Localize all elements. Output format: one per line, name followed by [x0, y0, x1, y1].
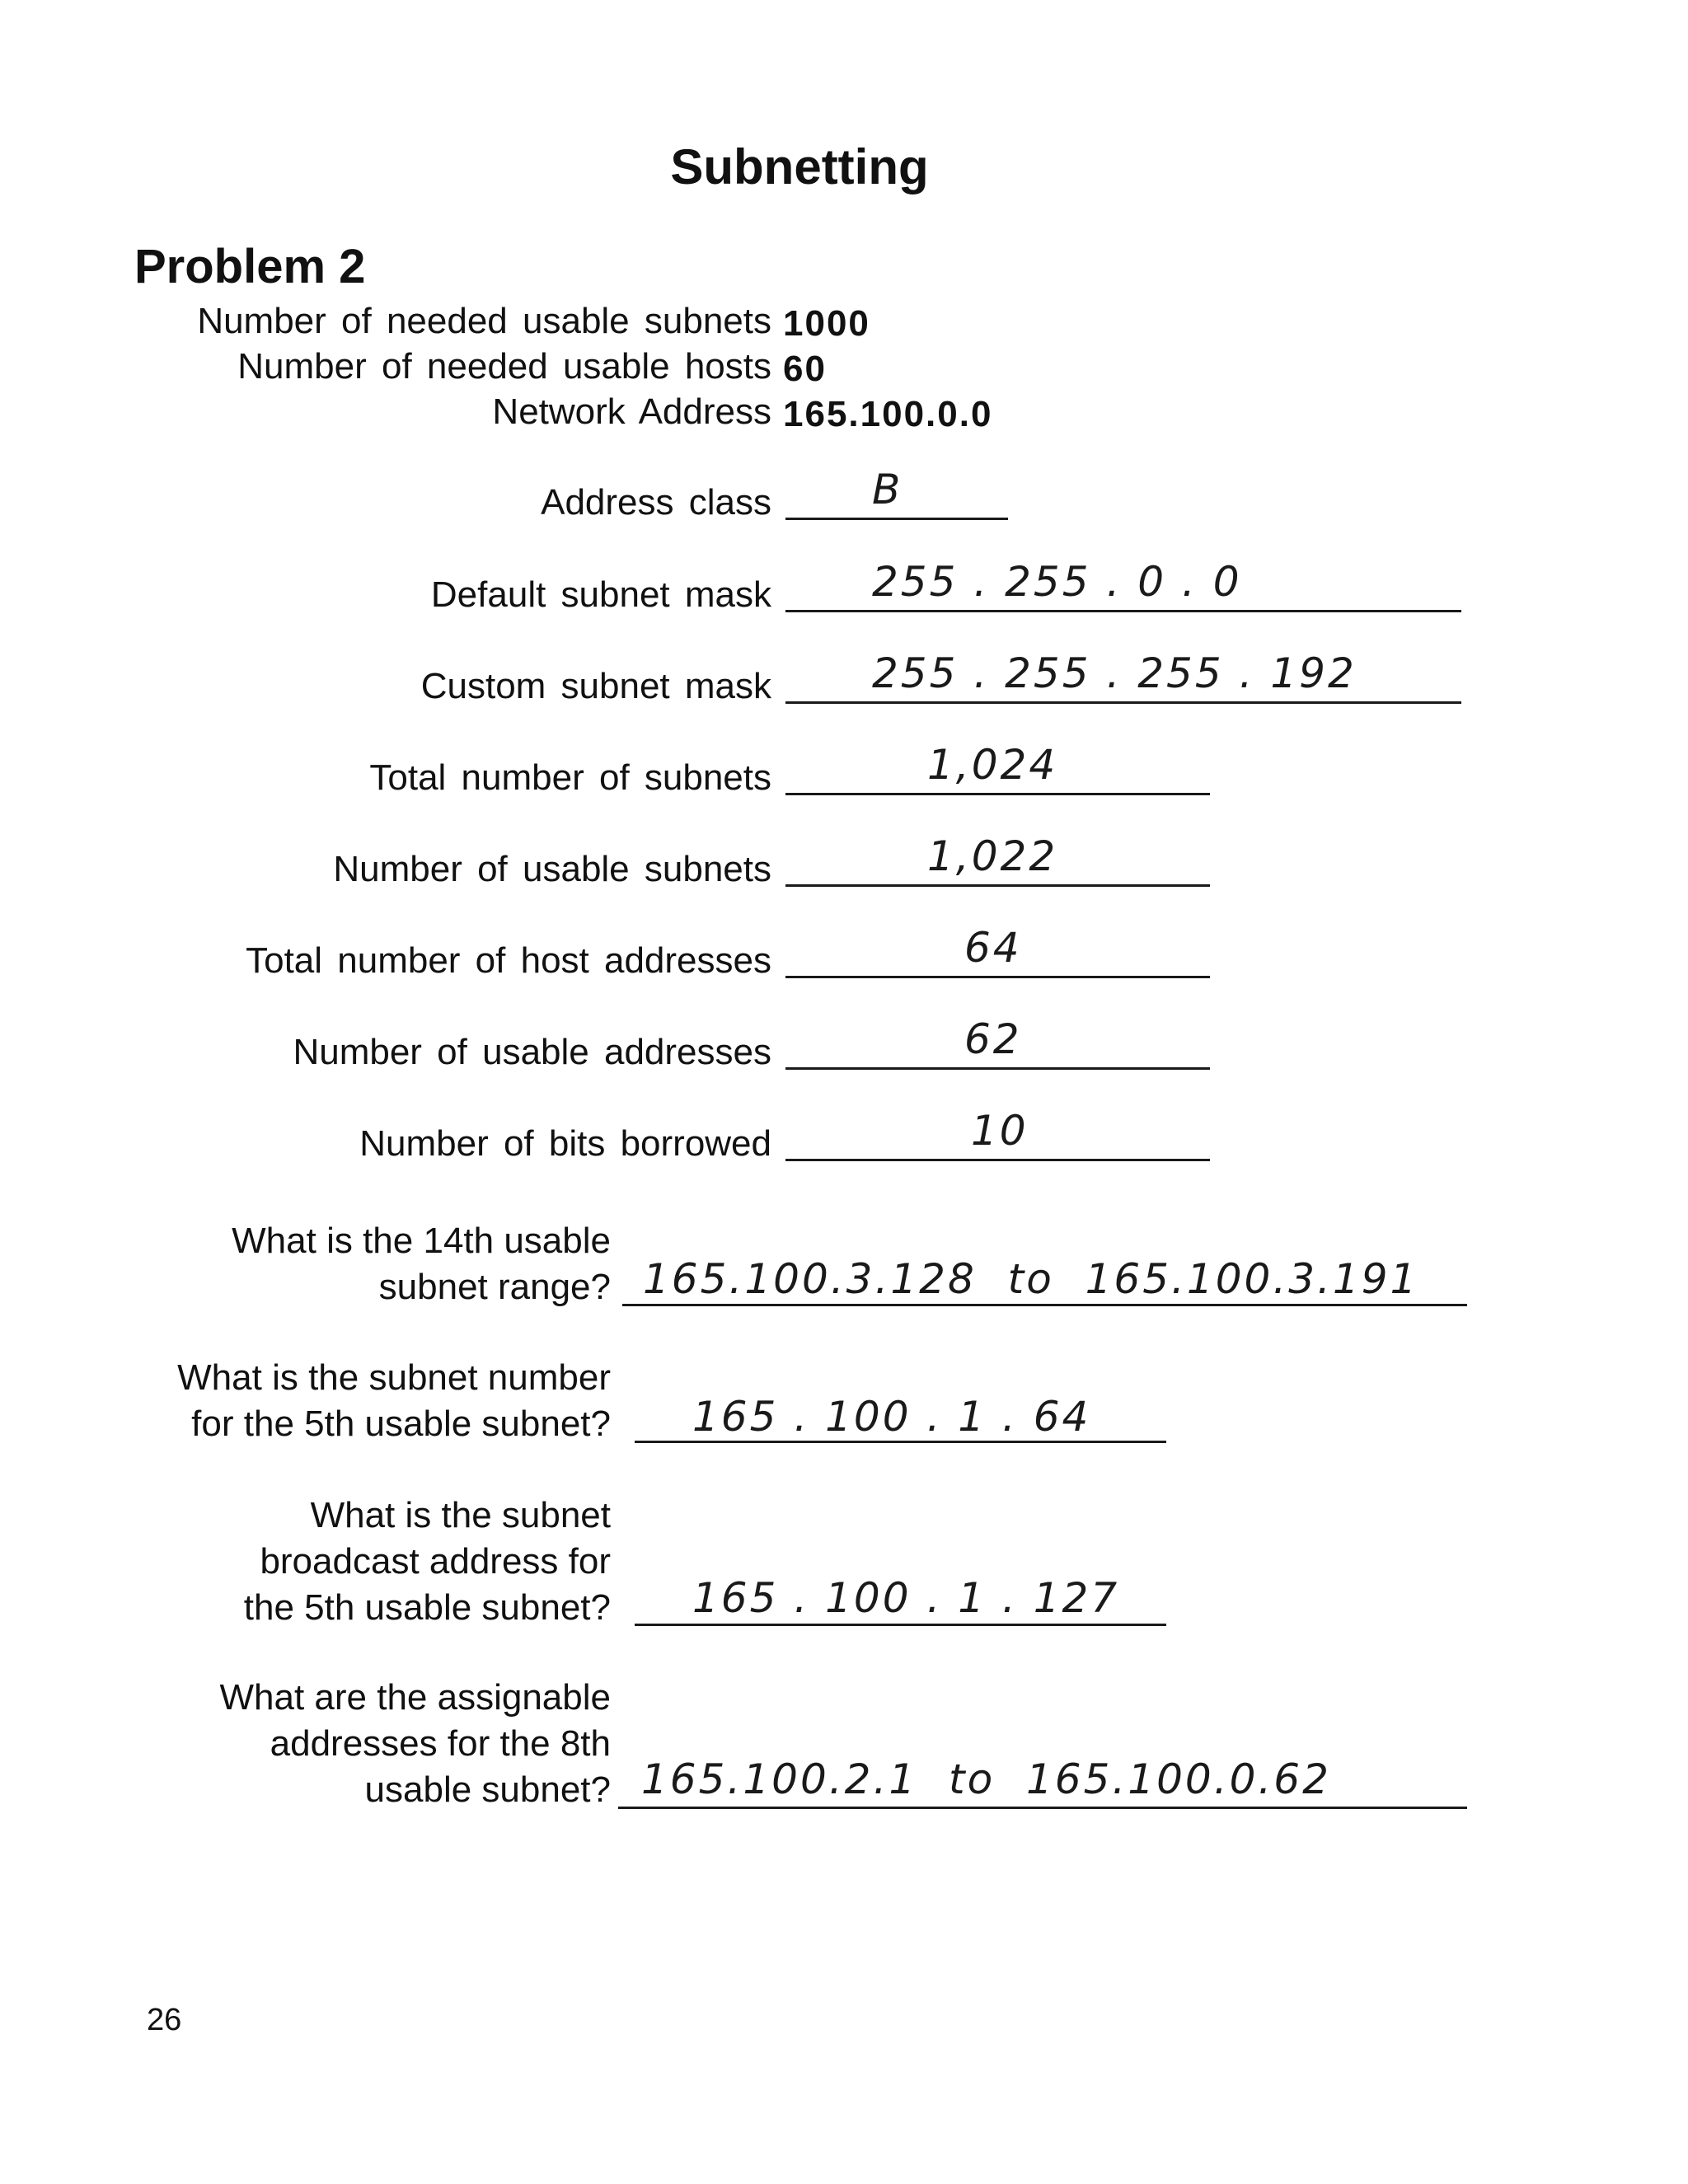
usable-subnets-answer[interactable]: 1,022 [927, 832, 1058, 880]
needed-hosts-value: 60 [783, 349, 827, 389]
bits-borrowed-line [785, 1159, 1210, 1161]
total-subnets-answer[interactable]: 1,024 [927, 741, 1058, 789]
question-line: the 5th usable subnet? [243, 1587, 611, 1628]
total-subnets-line [785, 793, 1210, 795]
address-class-line [785, 518, 1008, 520]
bits-borrowed-label: Number of bits borrowed [359, 1123, 771, 1164]
broadcast-line [635, 1624, 1166, 1626]
assignable-answer[interactable]: 165.100.2.1 to 165.100.0.62 [641, 1755, 1331, 1803]
default-mask-line [785, 610, 1461, 612]
broadcast-answer[interactable]: 165 . 100 . 1 . 127 [692, 1574, 1120, 1622]
address-class-answer[interactable]: B [872, 466, 903, 513]
custom-mask-answer[interactable]: 255 . 255 . 255 . 192 [872, 649, 1357, 697]
page-number: 26 [147, 2003, 182, 2037]
question-line: What is the subnet number [177, 1357, 611, 1398]
bits-borrowed-answer[interactable]: 10 [971, 1107, 1029, 1155]
needed-hosts-label: Number of needed usable hosts [237, 346, 771, 387]
question-line: usable subnet? [364, 1769, 611, 1810]
network-address-label: Network Address [492, 391, 771, 432]
total-hosts-line [785, 976, 1210, 978]
total-hosts-label: Total number of host addresses [246, 940, 771, 981]
page-title: Subnetting [670, 139, 929, 194]
needed-subnets-value: 1000 [783, 303, 870, 344]
total-subnets-label: Total number of subnets [369, 757, 771, 798]
question-line: What is the 14th usable [232, 1221, 611, 1261]
default-mask-answer[interactable]: 255 . 255 . 0 . 0 [872, 558, 1242, 606]
question-line: What are the assignable [219, 1677, 611, 1718]
usable-subnets-label: Number of usable subnets [333, 849, 771, 889]
custom-mask-label: Custom subnet mask [420, 666, 771, 706]
assignable-question [219, 1675, 611, 1813]
question-line: What is the subnet [310, 1495, 611, 1535]
usable-addresses-answer[interactable]: 62 [964, 1015, 1022, 1063]
assignable-line [618, 1807, 1467, 1809]
question-line: subnet range? [378, 1267, 611, 1307]
network-address-value: 165.100.0.0 [783, 394, 993, 434]
question-line: broadcast address for [260, 1541, 611, 1582]
custom-mask-line [785, 701, 1461, 704]
address-class-label: Address class [541, 482, 771, 523]
subnet-number-question [177, 1355, 611, 1447]
total-hosts-answer[interactable]: 64 [964, 924, 1022, 972]
default-mask-label: Default subnet mask [430, 574, 771, 615]
subnet-range-question [232, 1218, 611, 1310]
usable-addresses-line [785, 1067, 1210, 1070]
subnet-range-line [622, 1304, 1467, 1306]
subnet-number-answer[interactable]: 165 . 100 . 1 . 64 [692, 1393, 1091, 1441]
needed-subnets-label: Number of needed usable subnets [197, 301, 771, 341]
subnet-range-answer[interactable]: 165.100.3.128 to 165.100.3.191 [643, 1255, 1419, 1303]
question-line: addresses for the 8th [270, 1723, 611, 1764]
usable-subnets-line [785, 884, 1210, 887]
subnet-number-line [635, 1441, 1166, 1443]
usable-addresses-label: Number of usable addresses [293, 1032, 771, 1072]
broadcast-question [244, 1493, 611, 1631]
question-line: for the 5th usable subnet? [191, 1404, 611, 1444]
problem-heading: Problem 2 [134, 240, 366, 293]
